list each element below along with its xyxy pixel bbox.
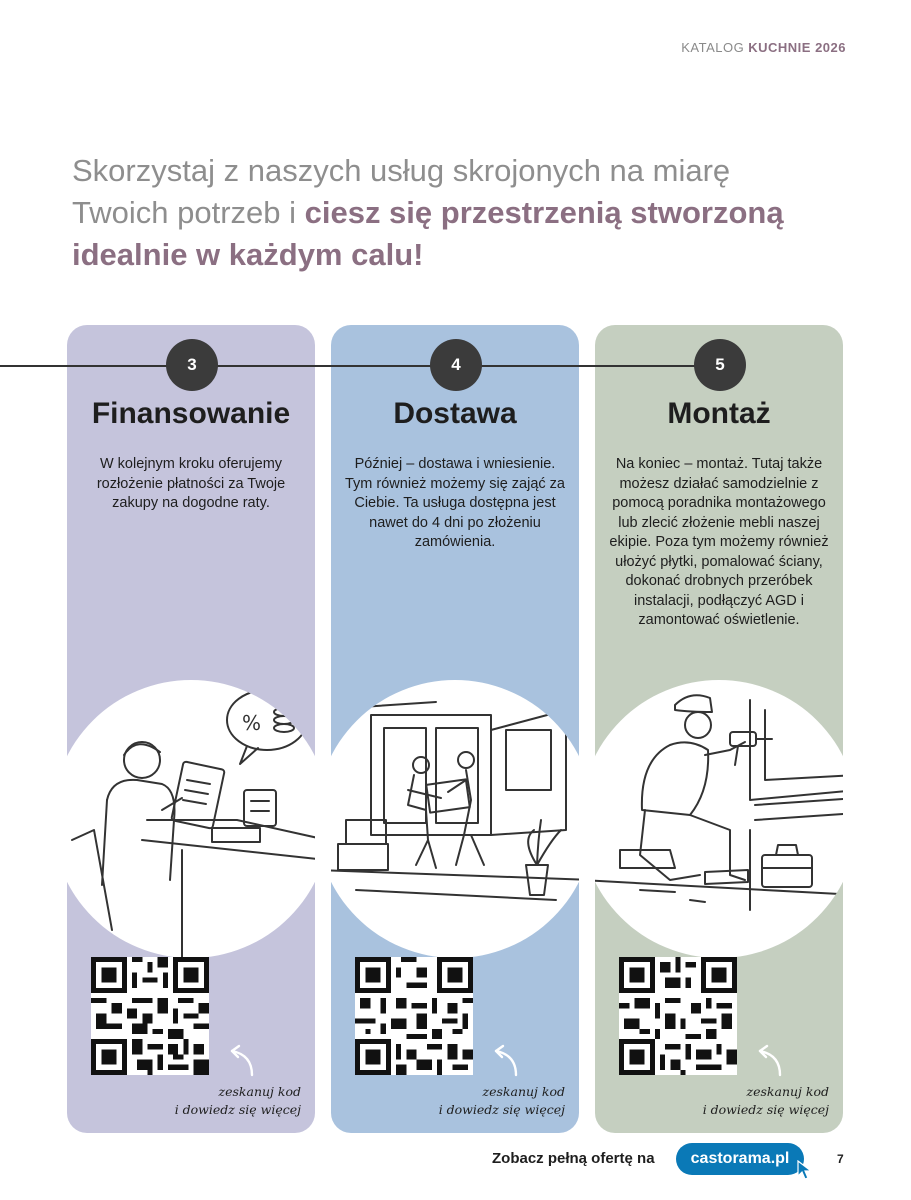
svg-text:%: % [242, 711, 262, 735]
qr-code[interactable] [355, 957, 473, 1075]
cursor-pointer-icon [797, 1160, 813, 1180]
step-card-financing [67, 325, 315, 1133]
scan-hint-line2: i dowiedz się więcej [702, 1102, 829, 1117]
header-label [681, 40, 846, 55]
scan-hint-line1: zeskanuj kod [482, 1084, 565, 1099]
footer-text: Zobacz pełną ofertę na [492, 1150, 655, 1167]
assembly-illustration [595, 680, 843, 958]
qr-code[interactable] [619, 957, 737, 1075]
headline-line3-accent: idealnie w każdym calu! [72, 237, 424, 272]
curved-arrow-icon [486, 1043, 522, 1079]
castorama-link-button[interactable]: castorama.pl [676, 1143, 804, 1175]
step-number-badge: 4 [430, 339, 482, 391]
step-number-badge: 5 [694, 339, 746, 391]
scan-hint [703, 1083, 829, 1119]
card-title: Montaż [667, 397, 771, 430]
scan-hint-line2: i dowiedz się więcej [174, 1102, 301, 1117]
step-card-delivery [331, 325, 579, 1133]
curved-arrow-icon [222, 1043, 258, 1079]
page-number: 7 [837, 1152, 844, 1166]
card-title: Finansowanie [91, 397, 291, 430]
curved-arrow-icon [750, 1043, 786, 1079]
step-number-badge: 3 [166, 339, 218, 391]
card-description: W kolejnym kroku oferujemy rozłożenie płatności za Twoje zakupy na dogodne raty. [96, 456, 286, 511]
header-title: KUCHNIE 2026 [748, 40, 846, 55]
headline-line2-plain: Twoich potrzeb i [72, 195, 305, 230]
qr-code[interactable] [91, 957, 209, 1075]
headline-line1: Skorzystaj z naszych usług skrojonych na miarę [72, 153, 731, 188]
scan-hint [175, 1083, 301, 1119]
step-card-assembly [595, 325, 843, 1133]
scan-hint-line1: zeskanuj kod [746, 1084, 829, 1099]
delivery-illustration [331, 680, 579, 958]
page-headline [72, 150, 862, 276]
timeline-line [0, 365, 720, 367]
card-description: Na koniec – montaż. Tutaj także możesz działać samodzielnie z pomocą poradnika montażowego lub zlecić złożenie mebli naszej ekipie. Poza tym możemy również ułożyć płytki, pomalować ściany, dokonać drobnych przeróbek instalacji, podłączyć AGD i zamontować oświetlenie. [609, 456, 829, 628]
card-description: Później – dostawa i wniesienie. Tym również możemy się zająć za Ciebie. Ta usługa dostępna jest nawet do 4 dni po złożeniu zamówienia. [345, 456, 565, 550]
card-title: Dostawa [393, 397, 517, 430]
financing-illustration [67, 680, 315, 958]
headline-line2-accent: ciesz się przestrzenią stworzoną [304, 195, 784, 230]
scan-hint-line1: zeskanuj kod [218, 1084, 301, 1099]
scan-hint-line2: i dowiedz się więcej [438, 1102, 565, 1117]
header-catalog: KATALOG [681, 40, 745, 55]
scan-hint [439, 1083, 565, 1119]
